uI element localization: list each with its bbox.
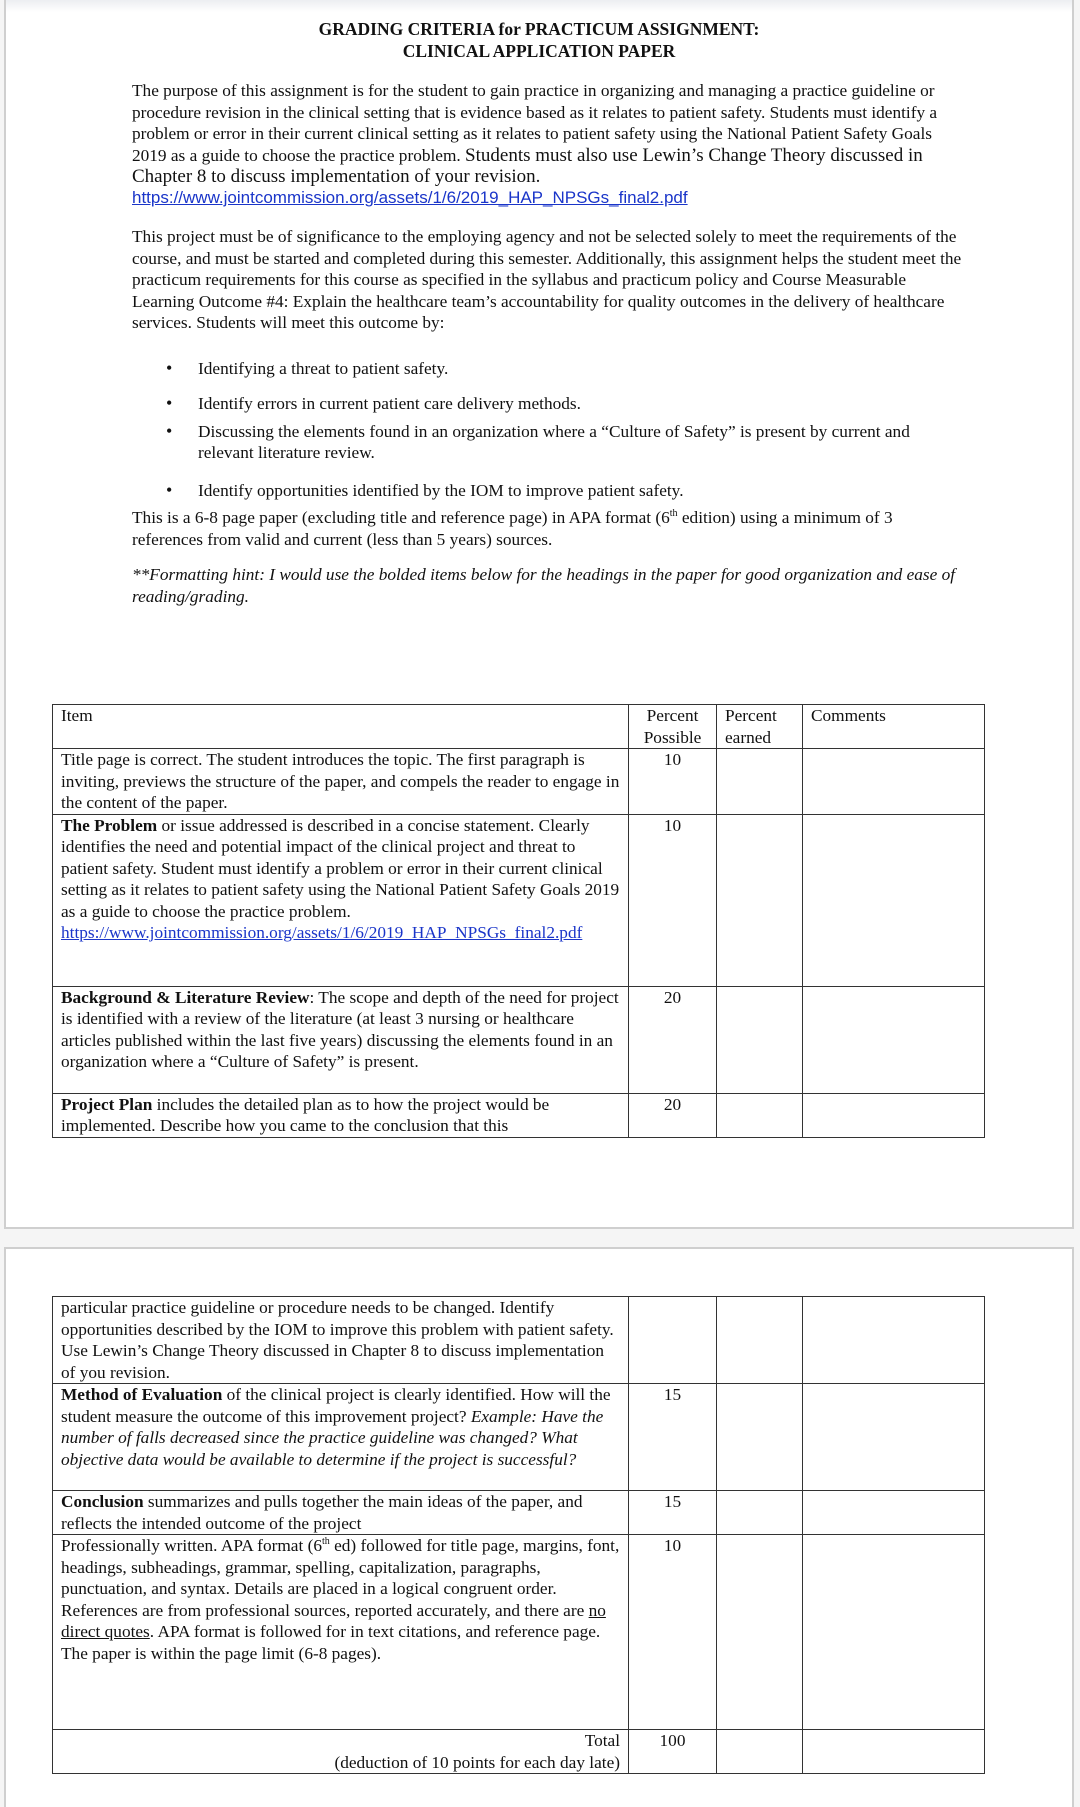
criterion-cell — [53, 1384, 629, 1491]
comments-cell[interactable] — [803, 986, 985, 1093]
header-item: Item — [53, 705, 629, 749]
npsg-link-paragraph — [132, 187, 962, 209]
table-row — [53, 986, 985, 1093]
table-row — [53, 1535, 985, 1730]
total-label: Total — [584, 1731, 620, 1750]
grading-rubric-table — [52, 704, 985, 1138]
npsg-table-link[interactable]: https://www.jointcommission.org/assets/1/6/2019_HAP_NPSGs_final2.pdf — [61, 923, 583, 942]
points-earned-cell[interactable] — [717, 1491, 803, 1535]
length-text: edition) using a minimum of 3 references from valid and current (less than 5 years) sources. — [132, 508, 893, 549]
comments-cell[interactable] — [803, 814, 985, 986]
points-earned-cell[interactable] — [717, 749, 803, 815]
criterion-text: Professionally written. APA format (6 — [61, 1536, 322, 1555]
criterion-text: particular practice guideline or procedure needs to be changed. Identify opportunities described by the IOM to improve this problem with patient safety. Use Lewin’s Change Theory discussed in Chapter 8 to discuss implementation of you revision. — [61, 1298, 614, 1382]
total-earned-cell[interactable] — [717, 1730, 803, 1774]
length-requirements-paragraph — [132, 507, 962, 550]
criterion-heading: Project Plan — [61, 1094, 153, 1114]
header-comments: Comments — [803, 705, 985, 749]
criterion-heading: Background & Literature Review — [61, 987, 310, 1007]
document-title — [6, 18, 1072, 62]
criterion-cell — [53, 749, 629, 815]
document-page-1 — [4, 0, 1074, 1229]
late-deduction-note: (deduction of 10 points for each day late) — [334, 1752, 620, 1772]
points-possible: 10 — [629, 814, 717, 986]
points-possible: 15 — [629, 1384, 717, 1491]
points-possible: 20 — [629, 986, 717, 1093]
title-line-2: CLINICAL APPLICATION PAPER — [402, 41, 676, 61]
points-earned-cell[interactable] — [717, 1384, 803, 1491]
points-earned-cell[interactable] — [717, 1535, 803, 1730]
formatting-hint: **Formatting hint: I would use the bolded items below for the headings in the paper for good organization and ease of reading/grading. — [132, 565, 956, 606]
comments-cell[interactable] — [803, 1535, 985, 1730]
significance-paragraph: This project must be of significance to the employing agency and not be selected solely to meet the requirements of the course, and must be started and completed during this semester. Additionally, this assignment helps the student meet the practicum requirements for this course as specified in the syllabus and practicum policy and Course Measurable Learning Outcome #4: Explain the healthcare team’s accountability for quality outcomes in the delivery of healthcare services. Students will meet this outcome by: — [132, 227, 962, 333]
criterion-text: of the clinical project is clearly identified. How will the student measure the outcome of this improvement project? — [61, 1385, 611, 1426]
table-header-row — [53, 705, 985, 749]
criterion-cell — [53, 986, 629, 1093]
criterion-example: Example: Have the number of falls decreased since the practice guideline was changed? What objective data would be available to determine if the project is successful? — [61, 1406, 604, 1469]
points-earned-cell[interactable] — [717, 814, 803, 986]
title-line-1: GRADING CRITERIA for PRACTICUM ASSIGNMENT: — [318, 19, 760, 39]
points-earned-cell[interactable] — [717, 1297, 803, 1384]
purpose-text: The purpose of this assignment is for the student to gain practice in organizing and managing a practice guideline or procedure revision in the clinical setting that is evidence based as it relates to patient safety. Students must identify a problem or error in their current clinical setting as it relates to patient safety using the National Patient Safety Goals 2019 as a guide to choose the practice problem. — [132, 81, 938, 165]
criterion-text: . APA format is followed for in text citations, and reference page. The paper is within the page limit (6-8 pages). — [61, 1622, 601, 1663]
points-possible: 20 — [629, 1093, 717, 1137]
points-earned-cell[interactable] — [717, 986, 803, 1093]
total-label-cell — [53, 1730, 629, 1774]
criterion-heading: Conclusion — [61, 1492, 144, 1511]
points-possible: 10 — [629, 1535, 717, 1730]
bullet-item: • Identify errors in current patient care delivery methods. — [132, 393, 952, 414]
total-points: 100 — [629, 1730, 717, 1774]
table-row — [53, 749, 985, 815]
criterion-text: : The scope and depth of the need for project is identified with a review of the literature (at least 3 nursing or healthcare articles published within the last five years) discussing the elements found in an organization where a “Culture of Safety” is present. — [61, 987, 619, 1071]
outcome-bullet-list — [132, 358, 952, 501]
criterion-cell — [53, 1093, 629, 1137]
table-row — [53, 1297, 985, 1384]
criterion-heading: The Problem — [61, 815, 158, 835]
comments-cell[interactable] — [803, 1093, 985, 1137]
comments-cell[interactable] — [803, 1297, 985, 1384]
superscript: th — [669, 508, 678, 520]
table-row — [53, 1093, 985, 1137]
criterion-text: summarizes and pulls together the main ideas of the paper, and reflects the intended outcome of the project — [61, 1492, 583, 1533]
header-percent-possible: Percent Possible — [629, 705, 717, 749]
criterion-text: ed) followed for title page, margins, font, headings, subheadings, grammar, spelling, capitalization, paragraphs, punctuation, and syntax. Details are placed in a logical congruent order. References are from professional sources, reported accurately, and there are — [61, 1536, 620, 1620]
comments-cell[interactable] — [803, 1384, 985, 1491]
document-page-2 — [4, 1247, 1074, 1807]
npsg-link[interactable]: https://www.jointcommission.org/assets/1/6/2019_HAP_NPSGs_final2.pdf — [132, 188, 688, 207]
header-percent-earned: Percent earned — [717, 705, 803, 749]
bullet-item: • Identifying a threat to patient safety. — [132, 358, 952, 379]
criterion-cell — [53, 1535, 629, 1730]
total-comments-cell[interactable] — [803, 1730, 985, 1774]
criterion-cell — [53, 1297, 629, 1384]
table-row — [53, 1384, 985, 1491]
bullet-item: • Identify opportunities identified by the IOM to improve patient safety. — [132, 480, 952, 501]
criterion-text: includes the detailed plan as to how the project would be implemented. Describe how you came to the conclusion that this — [61, 1094, 550, 1135]
criterion-heading: Method of Evaluation — [61, 1385, 223, 1404]
criterion-text: or issue addressed is described in a concise statement. Clearly identifies the need and potential impact of the clinical project and threat to patient safety. Student must identify a problem or error in their current clinical setting as it relates to patient safety using the National Patient Safety Goals 2019 as a guide to choose the practice problem. — [61, 815, 620, 921]
criterion-cell — [53, 814, 629, 986]
criterion-text: Title page is correct. The student introduces the topic. The first paragraph is inviting, previews the structure of the paper, and compels the reader to engage in the content of the paper. — [61, 750, 620, 812]
points-possible — [629, 1297, 717, 1384]
comments-cell[interactable] — [803, 1491, 985, 1535]
points-possible: 10 — [629, 749, 717, 815]
points-possible: 15 — [629, 1491, 717, 1535]
table-total-row — [53, 1730, 985, 1774]
purpose-paragraph — [132, 80, 962, 188]
length-text: This is a 6-8 page paper (excluding title and reference page) in APA format (6 — [132, 508, 670, 527]
table-row — [53, 814, 985, 986]
grading-rubric-table-continued — [52, 1296, 985, 1774]
superscript: th — [321, 1536, 330, 1548]
purpose-text-tail: Students must also use Lewin’s Change Theory discussed in Chapter 8 to discuss implementation of your revision. — [132, 144, 923, 188]
comments-cell[interactable] — [803, 749, 985, 815]
bullet-item: • Discussing the elements found in an organization where a “Culture of Safety” is present by current and relevant literature review. — [132, 421, 952, 463]
underlined-text: no direct quotes — [61, 1600, 606, 1641]
points-earned-cell[interactable] — [717, 1093, 803, 1137]
criterion-cell — [53, 1491, 629, 1535]
table-row — [53, 1491, 985, 1535]
